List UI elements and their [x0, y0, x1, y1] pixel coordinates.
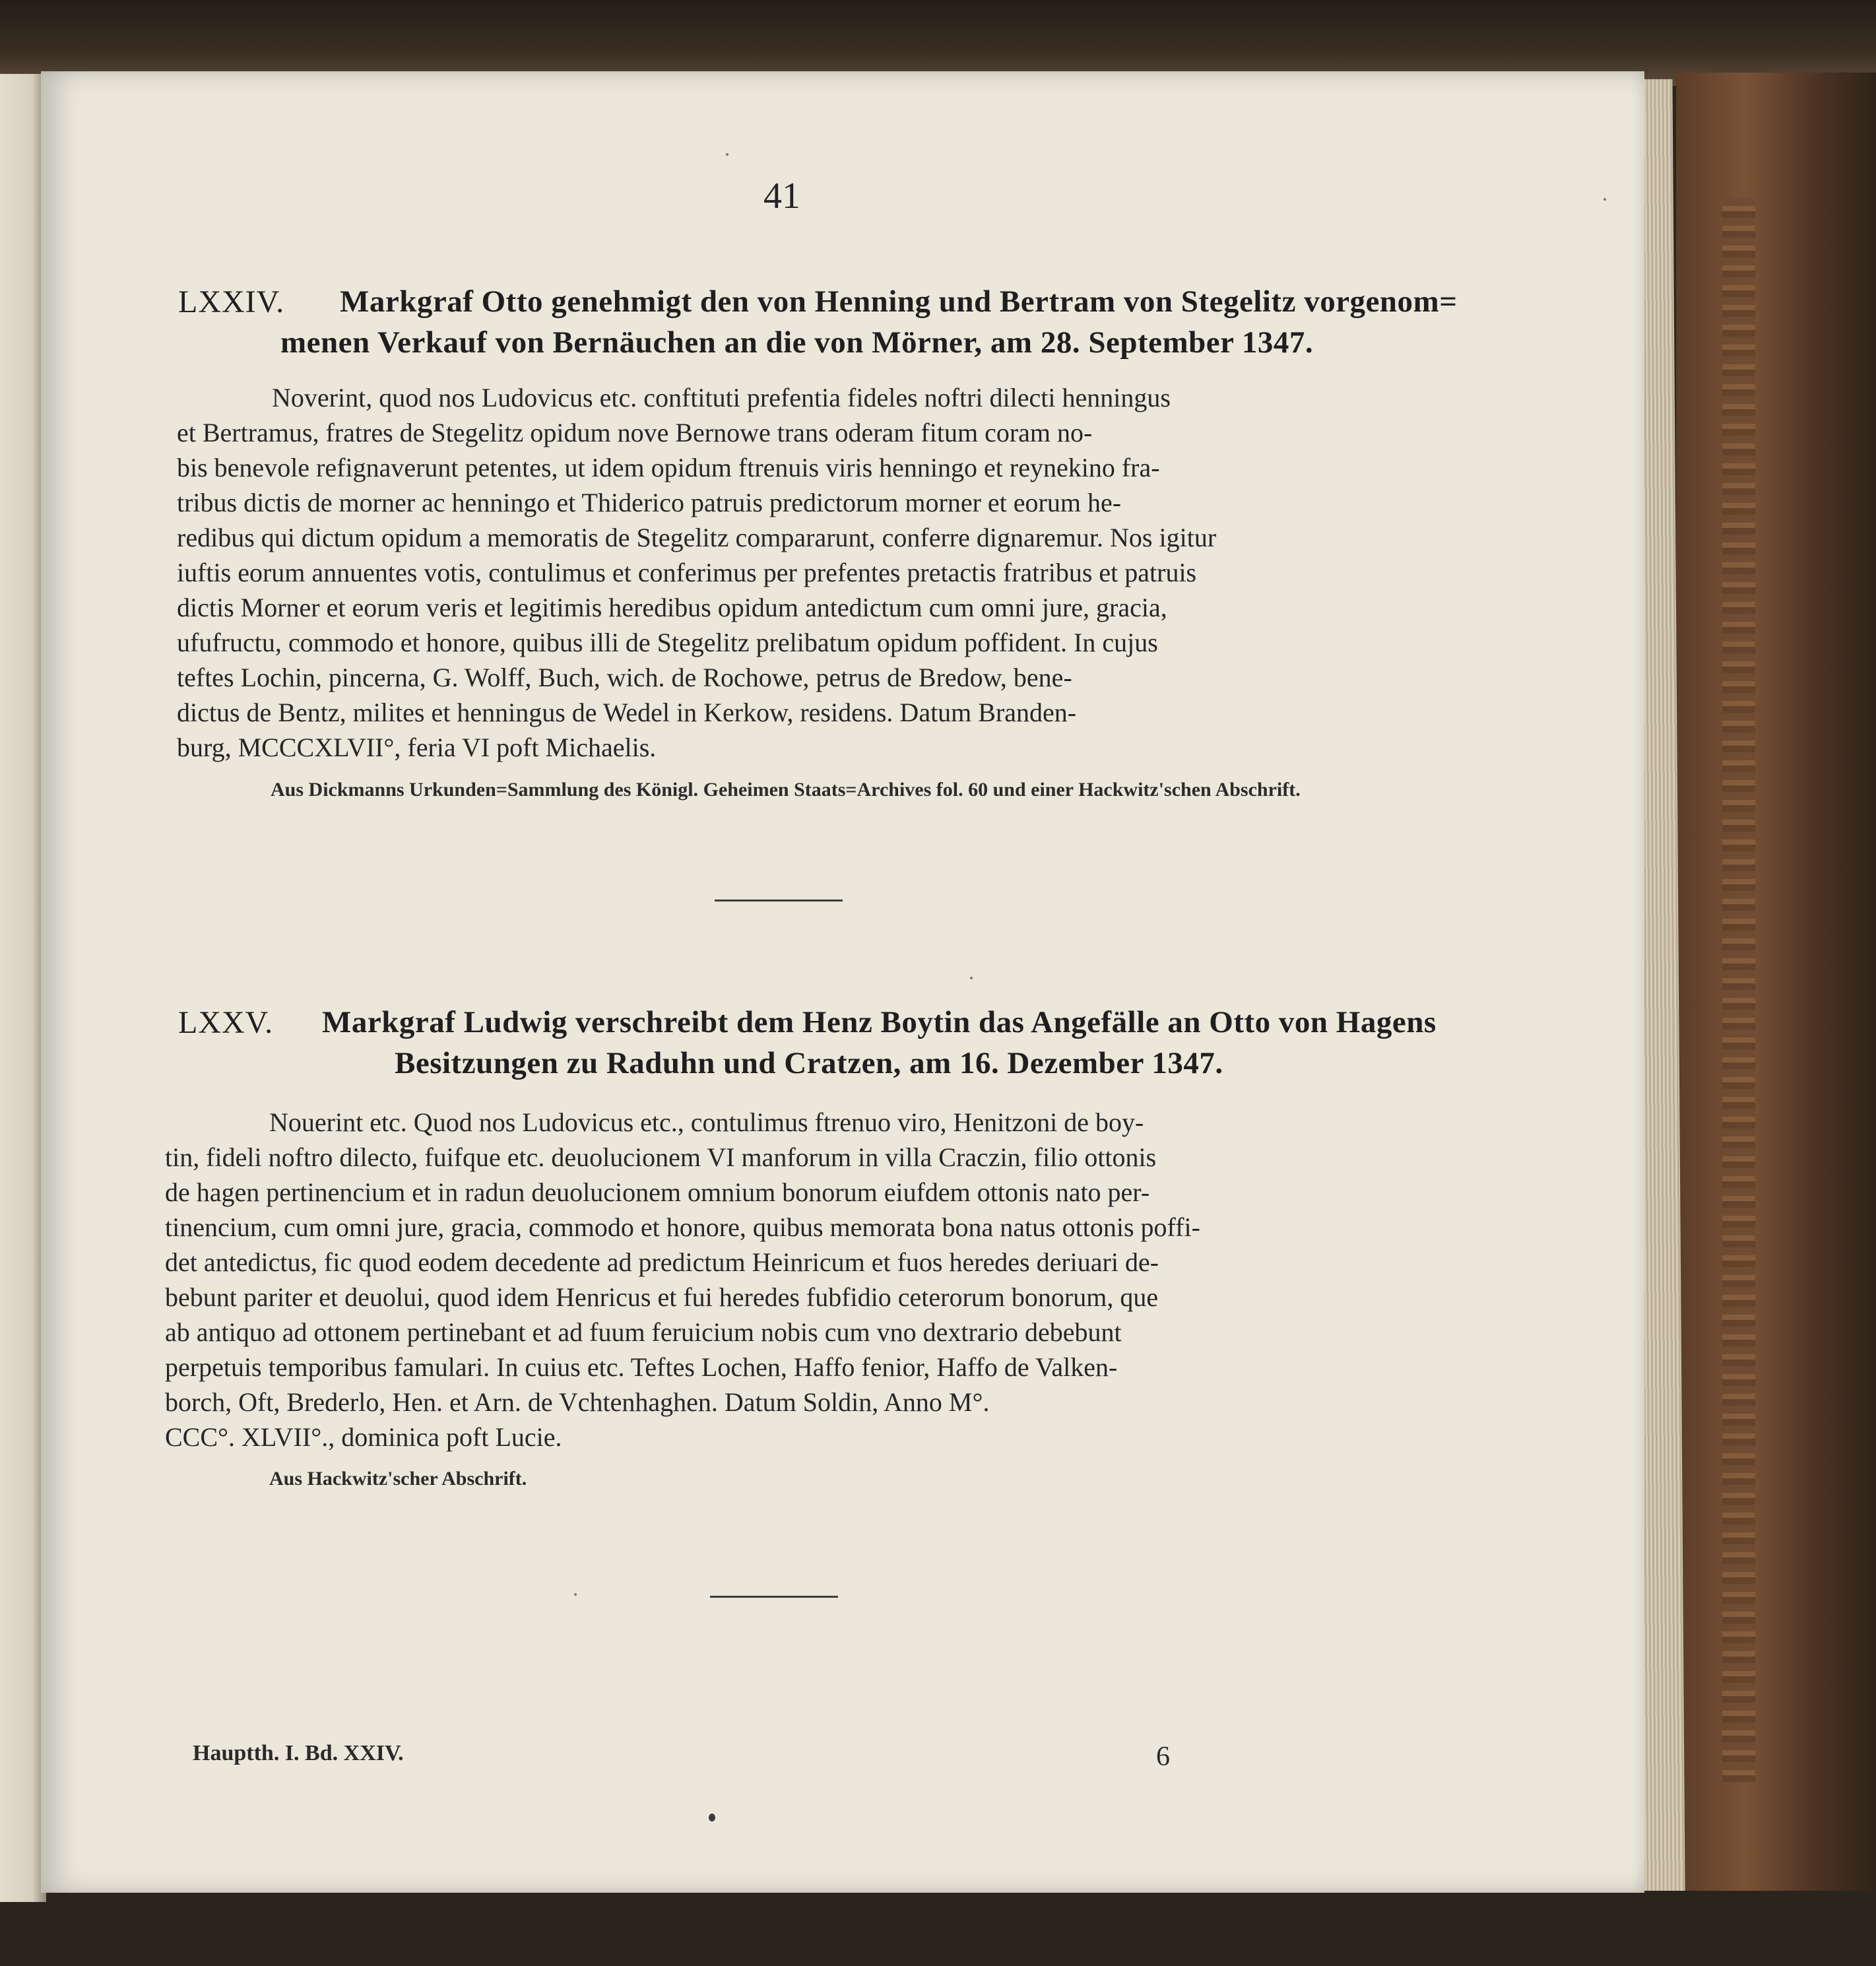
separator-rule: [715, 900, 843, 901]
document-heading: [322, 1002, 1437, 1084]
cover-marbling: [1722, 198, 1755, 1782]
body-line: perpetuis temporibus famulari. In cuius etc. Teftes Lochen, Haffo fenior, Haffo de Valken-: [165, 1352, 1118, 1382]
heading-line: Markgraf Otto genehmigt den von Henning und Bertram von Stegelitz vorgenom=: [340, 284, 1458, 319]
body-line: bebunt pariter et deuolui, quod idem Henricus et fui heredes fubfidio ceterorum bonorum, que: [165, 1282, 1159, 1312]
body-line: tinencium, cum omni jure, gracia, commodo et honore, quibus memorata bona natus ottonis poffi-: [165, 1212, 1200, 1242]
signature-mark: Hauptth. I. Bd. XXIV.: [193, 1741, 404, 1765]
body-line: dictus de Bentz, milites et henningus de Wedel in Kerkow, residens. Datum Branden-: [177, 698, 1077, 727]
body-line: Noverint, quod nos Ludovicus etc. conftituti prefentia fideles noftri dilecti henningus: [272, 383, 1171, 412]
body-line: burg, MCCCXLVII°, feria VI poft Michaelis.: [177, 733, 657, 762]
body-line: iuftis eorum annuentes votis, contulimus et conferimus per prefentes pretactis fratribus et patruis: [177, 558, 1197, 587]
background-bottom: [0, 1887, 1876, 1966]
body-line: de hagen pertinencium et in radun deuolucionem omnium bonorum eiufdem ottonis nato per-: [165, 1177, 1150, 1207]
paper-speck: [970, 977, 973, 979]
book-cover: [1676, 73, 1876, 1891]
body-line: tribus dictis de morner ac henningo et Thiderico patruis predictorum morner et eorum he-: [177, 488, 1122, 517]
body-line: dictis Morner et eorum veris et legitimis heredibus opidum antedictum cum omni jure, gracia,: [177, 593, 1167, 622]
folio-number: 6: [1156, 1742, 1170, 1772]
body-line: redibus qui dictum opidum a memoratis de Stegelitz compararunt, conferre dignaremur. Nos igitur: [177, 523, 1217, 552]
body-line: bis benevole refignaverunt petentes, ut idem opidum ftrenuis viris henningo et reynekino fra-: [177, 453, 1160, 482]
body-line: borch, Oft, Brederlo, Hen. et Arn. de Vchtenhaghen. Datum Soldin, Anno M°.: [165, 1387, 990, 1417]
paper-speck: [726, 153, 728, 156]
page-number: 41: [763, 176, 800, 216]
body-line: det antedictus, fic quod eodem decedente ad predictum Heinricum et fuos heredes deriuari de-: [165, 1247, 1159, 1277]
document-heading: [280, 281, 1458, 363]
heading-line: menen Verkauf von Bernäuchen an die von Mörner, am 28. September 1347.: [280, 325, 1314, 360]
body-line: et Bertramus, fratres de Stegelitz opidum nove Bernowe trans oderam fitum coram no-: [177, 418, 1093, 447]
body-line: teftes Lochin, pincerna, G. Wolff, Buch, wich. de Rochowe, petrus de Bredow, bene-: [177, 663, 1072, 692]
body-line: ufufructu, commodo et honore, quibus illi de Stegelitz prelibatum opidum poffident. In cujus: [177, 628, 1158, 657]
left-page-edge: [0, 74, 46, 1902]
source-note: Aus Hackwitz'scher Abschrift.: [269, 1468, 527, 1490]
body-line: Nouerint etc. Quod nos Ludovicus etc., contulimus ftrenuo viro, Henitzoni de boy-: [269, 1107, 1144, 1137]
heading-line: Markgraf Ludwig verschreibt dem Henz Boytin das Angefälle an Otto von Hagens: [322, 1005, 1437, 1039]
document-numeral: LXXIV.: [178, 284, 285, 319]
document-numeral: LXXV.: [178, 1005, 274, 1040]
source-note: Aus Dickmanns Urkunden=Sammlung des Königl. Geheimen Staats=Archives fol. 60 und einer Hackwitz'schen Abschrift.: [271, 779, 1301, 801]
ink-dot: [709, 1814, 715, 1821]
body-line: CCC°. XLVII°., dominica poft Lucie.: [165, 1422, 562, 1452]
paper-speck: [574, 1593, 577, 1596]
heading-line: Besitzungen zu Raduhn und Cratzen, am 16. Dezember 1347.: [395, 1046, 1223, 1080]
body-line: ab antiquo ad ottonem pertinebant et ad fuum feruicium nobis cum vno dextrario debebunt: [165, 1317, 1122, 1347]
body-line: tin, fideli noftro dilecto, fuifque etc. deuolucionem VI manforum in villa Craczin, filio ottonis: [165, 1142, 1157, 1172]
paper-speck: [1603, 198, 1606, 201]
separator-rule: [710, 1596, 838, 1598]
